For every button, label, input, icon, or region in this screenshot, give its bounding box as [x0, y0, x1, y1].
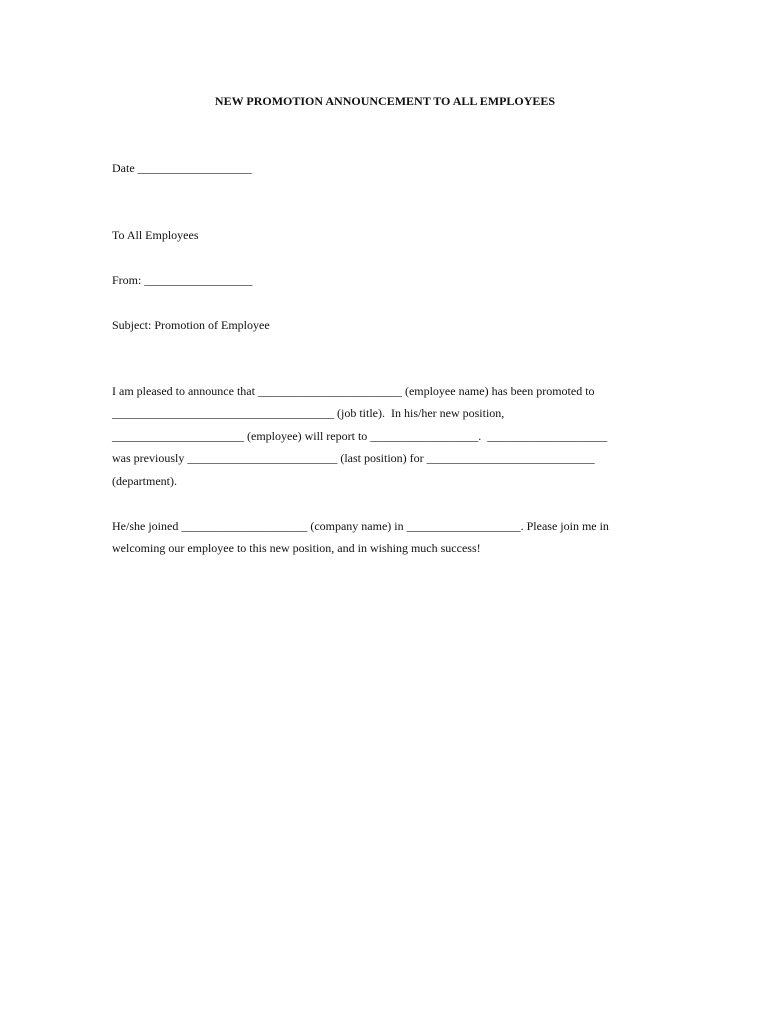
date-line: Date ___________________ — [112, 161, 252, 175]
to-line: To All Employees — [112, 228, 199, 242]
paragraph-line: welcoming our employee to this new position, and in wishing much success! — [112, 541, 481, 556]
announcement-paragraph — [112, 380, 652, 492]
paragraph-line: He/she joined _____________________ (company name) in ___________________. Please join me in — [112, 519, 609, 533]
paragraph-line: (department). — [112, 473, 177, 488]
paragraph-line: _____________________________________ (job title). In his/her new position, — [112, 406, 505, 421]
subject-line: Subject: Promotion of Employee — [112, 318, 270, 332]
document-title: NEW PROMOTION ANNOUNCEMENT TO ALL EMPLOYEES — [214, 94, 556, 108]
paragraph-line: was previously _________________________ (last position) for ____________________________ — [112, 451, 595, 466]
closing-paragraph — [112, 515, 652, 560]
paragraph-line: ______________________ (employee) will report to __________________. ____________________ — [112, 428, 608, 443]
paragraph-line: I am pleased to announce that ________________________ (employee name) has been promoted to — [112, 384, 595, 398]
from-line: From: __________________ — [112, 273, 253, 287]
